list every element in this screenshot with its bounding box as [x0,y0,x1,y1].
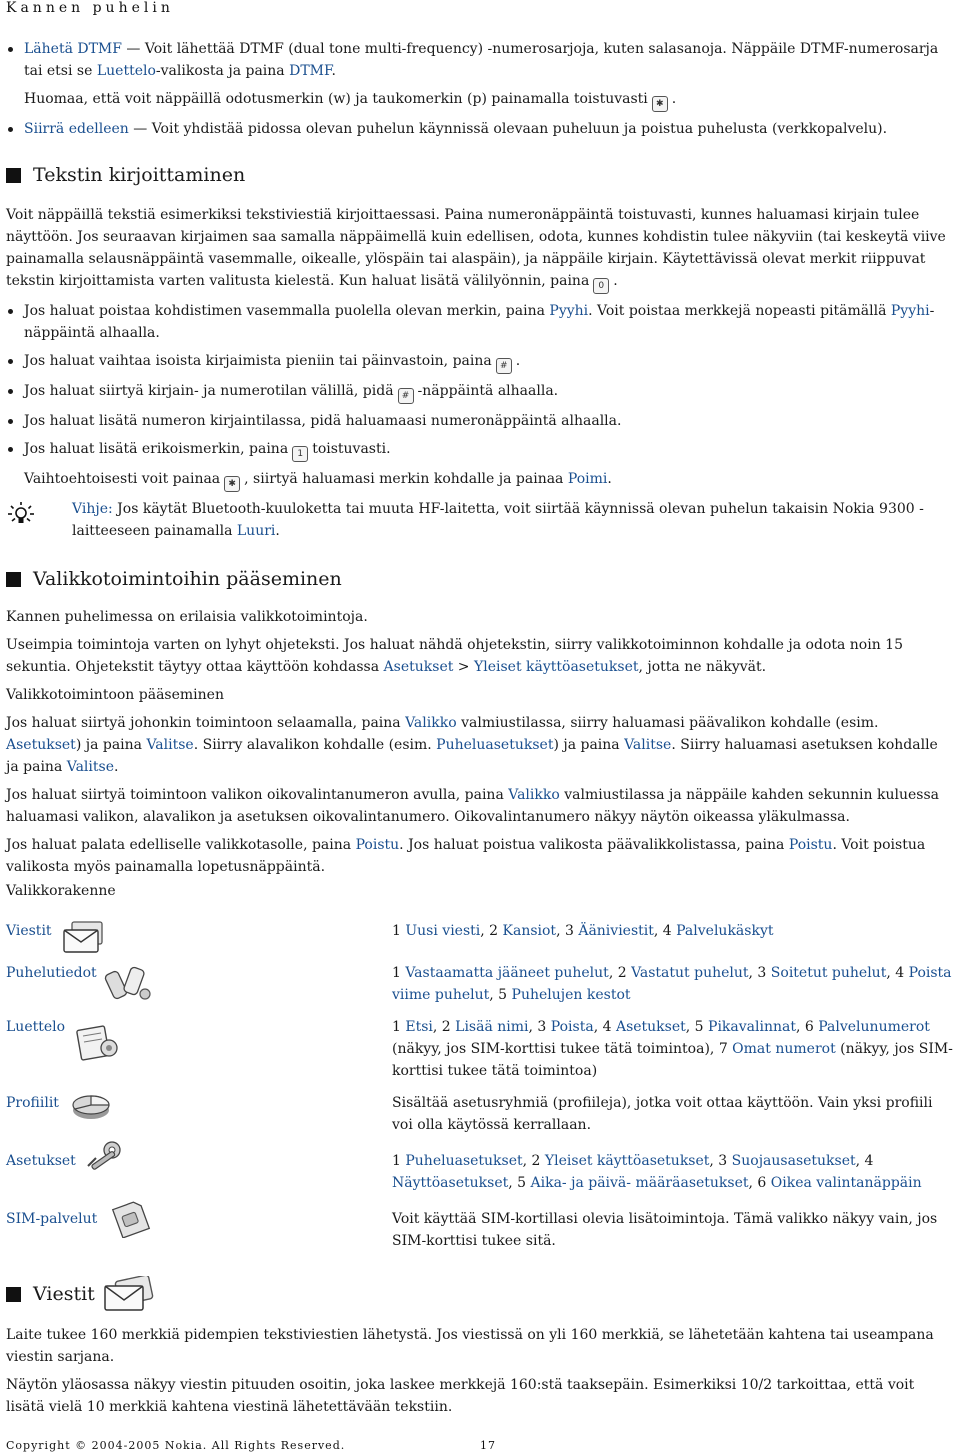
menu-name-cell [6,1150,392,1194]
dtmf-description: Voit lähettää DTMF (dual tone multi-frequency) -numerosarjoja, kuten salasanoja. Näppäile DTMF-numerosarja tai etsi se [24,41,939,79]
text-fragment: Useimpia toimintoja varten on lyhyt ohjeteksti. Jos haluat nähdä ohjetekstin, siirry valikkotoiminnon kohdalle ja odota noin 15 sekuntia. Ohjetekstit täytyy ottaa käyttöön kohdassa [6,637,903,675]
text-fragment: ) ja paina [75,737,147,753]
submenu-link[interactable]: Ääniviestit [578,923,654,939]
text-fragment: . Jos haluat poistua valikosta päävalikkolistassa, paina [399,837,789,853]
text-fragment: Jos haluat palata edelliselle valikkotasolle, paina [6,837,356,853]
text-fragment: Jos käytät Bluetooth-kuuloketta tai muuta HF-laitetta, voit siirtää käynnissä olevan puhelun takaisin Nokia 9300 -laitteeseen painamalla [72,501,924,539]
text-fragment: . Voit poistaa merkkejä nopeasti pitämällä [588,303,891,319]
menu-row [6,1208,954,1252]
menu-name-link[interactable]: Asetukset [6,1153,76,1169]
one-key-icon: 1 [292,446,308,462]
menu-name-cell [6,1092,392,1136]
dash: — [128,121,152,137]
text-fragment: (näkyy, jos SIM-korttisi tukee tätä toimintoa), 7 [392,1041,733,1057]
menu-name-link[interactable]: Profiilit [6,1095,59,1111]
sim-card-icon [103,1200,153,1238]
text-fragment: , 3 [528,1019,551,1035]
menu-name-cell [6,962,392,1006]
submenu-link[interactable]: Palvelunumerot [818,1019,930,1035]
writing-paragraph [6,204,954,294]
page-footer [6,1438,954,1454]
text-fragment: Vaihtoehtoisesti voit painaa [24,471,221,487]
text-fragment: , 4 [653,923,677,939]
text-fragment: -näppäintä alhaalla. [24,303,935,341]
list-item [6,380,954,404]
select-link[interactable]: Valitse [146,737,194,753]
submenu-link[interactable]: Uusi viesti [405,923,481,939]
heading-text: Tekstin kirjoittaminen [33,164,246,186]
menu-name-cell [6,920,392,956]
text-fragment: Sisältää asetusryhmiä (profiileja), jotka voit ottaa käyttöön. Vain yksi profiili voi olla käytössä kerrallaan. [392,1095,933,1133]
menu-link[interactable]: Valikko [508,787,560,803]
pie-icon [65,1086,115,1124]
text-fragment: , 2 [522,1153,545,1169]
text-fragment: . [515,353,521,369]
menu-description-cell [392,1092,954,1136]
menu-row [6,1092,954,1136]
submenu-link[interactable]: Pikavalinnat [708,1019,796,1035]
submenu-link[interactable]: Puhelujen kestot [511,987,631,1003]
settings-link[interactable]: Asetukset [383,659,454,675]
menu-description-cell [392,1208,954,1252]
list-item [6,410,954,432]
submenu-link[interactable]: Puheluasetukset [405,1153,523,1169]
path-separator: > [453,659,474,675]
submenu-link[interactable]: Asetukset [615,1019,686,1035]
menus-intro: Kannen puhelimessa on erilaisia valikkotoimintoja. [6,609,368,625]
exit-link[interactable]: Poistu [788,837,833,853]
menu-name-link[interactable]: Viestit [6,923,52,939]
text-fragment: Voit käyttää SIM-kortillasi olevia lisätoimintoja. Tämä valikko näkyy vain, jos SIM-korttisi tukee sitä. [392,1211,938,1249]
clear-link[interactable]: Pyyhi [549,303,589,319]
text-fragment: , 5 [489,987,512,1003]
text-fragment: , 6 [795,1019,819,1035]
menu-name-link[interactable]: Luettelo [6,1019,66,1035]
menu-name-link[interactable]: Puhelutiedot [6,965,97,981]
section-heading-messages [6,1276,954,1312]
dtmf-softkey-link[interactable]: DTMF [289,63,332,79]
text-fragment: 1 [392,1153,406,1169]
running-header: Kannen puhelin [6,0,174,16]
star-key-icon: ✱ [224,476,240,492]
writing-bullet-list [6,300,954,462]
forward-description: Voit yhdistää pidossa olevan puhelun käynnissä olevaan puheluun ja poistua puhelusta (verkkopalvelu). [151,121,888,137]
heading-text: Valikkotoimintoihin pääseminen [33,568,342,590]
list-item [6,350,954,374]
list-item [6,38,954,82]
section-heading-writing [6,162,954,188]
menu-description-cell [392,920,954,956]
square-bullet-icon [6,572,21,587]
tip-box [6,498,954,542]
menu-row [6,1150,954,1194]
exit-link[interactable]: Poistu [355,837,400,853]
text-fragment: , jotta ne näkyvät. [638,659,767,675]
paragraph-end: . [613,273,618,289]
zero-key-icon: 0 [593,278,609,294]
submenu-link[interactable]: Oikea valintanäppäin [770,1175,922,1191]
text-fragment: 1 [392,923,406,939]
help-text-paragraph [6,634,954,678]
text-fragment: , 3 [748,965,771,981]
text-fragment: , 6 [748,1175,771,1191]
envelope-icon [101,1276,159,1312]
text-fragment: , 3 [709,1153,732,1169]
text-fragment: , 4 [886,965,909,981]
address-book-icon [71,1024,121,1062]
call-key-link[interactable]: Luuri [236,523,276,539]
settings-link[interactable]: Asetukset [6,737,76,753]
menu-name-cell [6,1208,392,1252]
submenu-link[interactable]: Aika- ja päivä- määräasetukset [530,1175,749,1191]
text-fragment: -valikosta ja paina [155,63,290,79]
submenu-link[interactable]: Näyttöasetukset [392,1175,509,1191]
text-fragment: , 5 [508,1175,531,1191]
text-fragment: toistuvasti. [312,441,391,457]
text-fragment: , 5 [685,1019,709,1035]
subheading-structure: Valikkorakenne [6,883,116,899]
text-fragment: , 4 [593,1019,616,1035]
text-fragment: . Voit poistua valikosta myös painamalla lopetusnäppäintä. [6,837,926,875]
shortcut-access-paragraph [6,784,954,828]
menu-row [6,920,954,956]
menu-name-cell [6,1016,392,1082]
tip-text [72,498,954,542]
menu-structure-table [6,920,954,1256]
submenu-link[interactable]: Soitetut puhelut [770,965,887,981]
select-link[interactable]: Valitse [66,759,114,775]
intro-bullet-list [6,38,954,82]
square-bullet-icon [6,1287,21,1302]
messages-paragraph-1: Laite tukee 160 merkkiä pidempien tekstiviestien lähetystä. Jos viestissä on yli 160 merkkiä, se lähetetään kahtena tai useampana viestin sarjana. [6,1327,934,1365]
list-item [6,438,954,462]
select-link[interactable]: Poimi [567,471,608,487]
text-fragment: Jos haluat lisätä erikoismerkin, paina [24,441,289,457]
exit-paragraph [6,834,954,878]
submenu-link[interactable]: Palvelukäskyt [676,923,774,939]
text-fragment: Jos haluat lisätä numeron kirjaintilassa, pidä haluamaasi numeronäppäintä alhaalla. [24,413,622,429]
list-item [6,300,954,344]
text-fragment: . [275,523,280,539]
scroll-access-paragraph [6,712,954,778]
dash: — [121,41,145,57]
copyright-text: Copyright © 2004-2005 Nokia. All Rights Reserved. [6,1439,346,1452]
menu-name-link[interactable]: SIM-palvelut [6,1211,98,1227]
text-fragment: , 2 [608,965,632,981]
subheading-access: Valikkotoimintoon pääseminen [6,687,224,703]
phones-icon [103,964,153,1002]
menu-description-cell [392,1016,954,1082]
submenu-link[interactable]: Yleiset käyttöasetukset [544,1153,710,1169]
submenu-link[interactable]: Vastaamatta jääneet puhelut [405,965,609,981]
forward-link[interactable]: Siirrä edelleen [24,121,129,137]
luettelo-link[interactable]: Luettelo [96,63,156,79]
menu-description-cell [392,1150,954,1194]
text-fragment: , 4 [855,1153,874,1169]
text-fragment: . [607,471,612,487]
menu-row [6,962,954,1006]
messages-paragraph-2: Näytön yläosassa näkyy viestin pituuden osoitin, joka laskee merkkejä 160:stä taaksepäin. Esimerkiksi 10/2 tarkoittaa, että voit lisätä vielä 10 merkkiä kahtena viestinä lähetettävään tekstiin. [6,1377,915,1415]
submenu-link[interactable]: Poista viime puhelut [392,965,952,1003]
submenu-link[interactable]: Lisää nimi [455,1019,529,1035]
text-fragment: . [113,759,119,775]
text-fragment: Jos haluat siirtyä johonkin toimintoon selaamalla, paina [6,715,406,731]
menu-description-cell [392,962,954,1006]
heading-text: Viestit [33,1283,95,1305]
general-settings-link[interactable]: Yleiset käyttöasetukset [474,659,639,675]
call-settings-link[interactable]: Puheluasetukset [436,737,554,753]
note-end: . [671,91,677,107]
page-number: 17 [480,1439,496,1452]
dtmf-note [6,88,954,112]
submenu-link[interactable]: Vastatut puhelut [631,965,749,981]
envelope-icon [58,918,108,956]
submenu-link[interactable]: Poista [550,1019,594,1035]
square-bullet-icon [6,168,21,183]
alternative-note [6,468,954,492]
submenu-link[interactable]: Etsi [405,1019,433,1035]
text-fragment: , 2 [432,1019,456,1035]
text-fragment: , 3 [556,923,579,939]
star-key-icon: ✱ [652,96,668,112]
text-fragment: , 2 [480,923,503,939]
text-fragment: Jos haluat vaihtaa isoista kirjaimista pieniin tai päinvastoin, paina [24,353,492,369]
text-fragment: ) ja paina [553,737,625,753]
select-link[interactable]: Valitse [624,737,672,753]
intro-bullet-list-2 [6,118,954,140]
paragraph-text: Voit näppäillä tekstiä esimerkiksi tekstiviestiä kirjoittaessasi. Paina numeronäppäintä toistuvasti, kunnes haluamasi kirjain tulee näyttöön. Jos seuraavan kirjaimen saa samalla näppäimellä kuin edellisen, odota, kunnes kohdistin tulee näkyviin (tai keskeytä viive painamalla selausnäppäintä vasemmalle, oikealle, ylöspäin tai alaspäin), ja näppäile kirjain. Käytettävissä olevat merkit riippuvat tekstin kirjoittamista varten valitusta kielestä. Kun haluat lisätä välilyönnin, paina [6,207,946,289]
text-fragment: , siirtyä haluamasi merkin kohdalle ja painaa [244,471,568,487]
hash-key-icon: # [496,358,512,374]
lightbulb-icon [6,500,36,530]
clear-link-2[interactable]: Pyyhi [890,303,930,319]
submenu-link[interactable]: Omat numerot [732,1041,836,1057]
page-content [6,0,954,1418]
menu-row [6,1016,954,1082]
text-fragment: -näppäintä alhaalla. [417,383,559,399]
text-fragment: Jos haluat poistaa kohdistimen vasemmalla puolella olevan merkin, paina [24,303,550,319]
text-fragment: (näkyy, jos SIM-korttisi tukee tätä toimintoa) [392,1041,953,1079]
dtmf-link[interactable]: Lähetä DTMF [24,41,122,57]
text-fragment: 1 [392,965,406,981]
text-fragment: . [331,63,336,79]
tip-label: Vihje: [72,501,113,517]
text-fragment: 1 [392,1019,406,1035]
note-text: Huomaa, että voit näppäillä odotusmerkin (w) ja taukomerkin (p) painamalla toistuvasti [24,91,648,107]
text-fragment: Jos haluat siirtyä kirjain- ja numerotilan välillä, pidä [24,383,394,399]
section-heading-menus [6,566,954,592]
text-fragment: valmiustilassa ja näppäile kahden sekunnin kuluessa haluamasi valikon, alavalikon ja asetuksen oikovalintanumero. Oikovalintanumero näkyy näytön oikeassa yläkulmassa. [6,787,939,825]
menu-link[interactable]: Valikko [405,715,457,731]
list-item [6,118,954,140]
text-fragment: valmiustilassa, siirry haluamasi päävalikon kohdalle (esim. [456,715,879,731]
tools-icon [82,1136,132,1174]
text-fragment: . Siirry haluamasi asetuksen kohdalle ja paina [6,737,938,775]
submenu-link[interactable]: Kansiot [502,923,557,939]
text-fragment: . Siirry alavalikon kohdalle (esim. [193,737,437,753]
text-fragment: Jos haluat siirtyä toimintoon valikon oikovalintanumeron avulla, paina [6,787,509,803]
hash-key-icon: # [398,388,414,404]
submenu-link[interactable]: Suojausasetukset [731,1153,856,1169]
